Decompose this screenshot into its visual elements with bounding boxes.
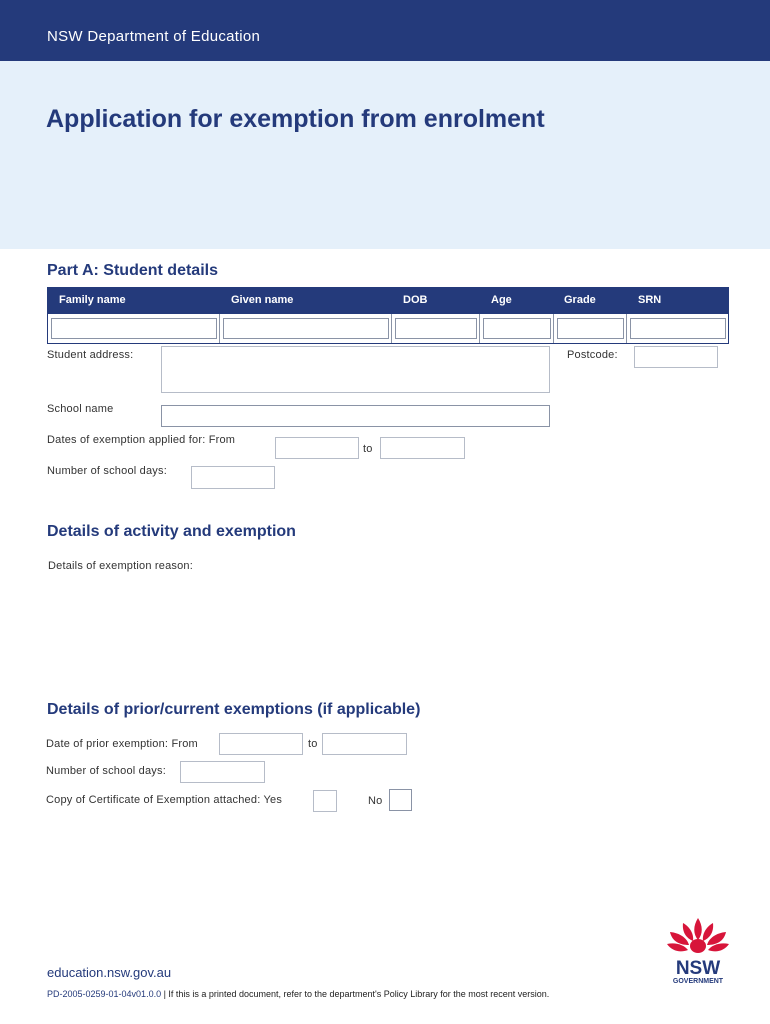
page-title: Application for exemption from enrolment (46, 105, 545, 133)
family-name-field[interactable] (51, 318, 217, 339)
part-a-heading: Part A: Student details (47, 262, 218, 279)
column-divider (479, 314, 480, 343)
logo-nsw-text: NSW (675, 958, 721, 979)
waratah-icon (667, 918, 729, 953)
prior-school-days-label: Number of school days: (46, 765, 166, 777)
student-table-header (47, 287, 729, 314)
dob-field[interactable] (395, 318, 477, 339)
department-name: NSW Department of Education (47, 28, 261, 45)
logo-government-text: GOVERNMENT (672, 978, 724, 985)
top-banner (0, 0, 770, 61)
given-name-field[interactable] (223, 318, 389, 339)
student-address-field[interactable] (161, 346, 550, 393)
grade-field[interactable] (557, 318, 624, 339)
column-divider (553, 314, 554, 343)
certificate-no-label: No (368, 795, 383, 807)
srn-field[interactable] (630, 318, 726, 339)
col-age: Age (491, 294, 512, 306)
postcode-field[interactable] (634, 346, 718, 368)
prior-to-label: to (308, 738, 318, 750)
student-address-label: Student address: (47, 349, 134, 361)
col-given-name: Given name (231, 294, 294, 306)
col-dob: DOB (403, 294, 428, 306)
column-divider (219, 314, 220, 343)
col-grade: Grade (564, 294, 596, 306)
exemption-from-field[interactable] (275, 437, 359, 459)
col-family-name: Family name (59, 294, 126, 306)
prior-to-field[interactable] (322, 733, 407, 755)
document-code: PD-2005-0259-01-04v01.0.0 (47, 989, 162, 999)
title-panel (0, 61, 770, 249)
column-divider (626, 314, 627, 343)
col-srn: SRN (638, 294, 662, 306)
exemption-to-label: to (363, 443, 373, 455)
activity-heading: Details of activity and exemption (47, 523, 296, 540)
school-name-field[interactable] (161, 405, 550, 427)
exemption-dates-label: Dates of exemption applied for: From (47, 434, 236, 446)
exemption-reason-label: Details of exemption reason: (48, 560, 194, 572)
footer-disclaimer: | If this is a printed document, refer to the department's Policy Library for the most recent version. (161, 989, 550, 999)
school-days-label: Number of school days: (47, 465, 167, 477)
exemption-to-field[interactable] (380, 437, 465, 459)
certificate-yes-checkbox[interactable] (313, 790, 337, 812)
school-days-field[interactable] (191, 466, 275, 489)
certificate-label: Copy of Certificate of Exemption attached: Yes (46, 794, 283, 806)
nsw-government-logo (663, 914, 733, 986)
prior-from-field[interactable] (219, 733, 303, 755)
postcode-label: Postcode: (567, 349, 618, 361)
prior-exemptions-heading: Details of prior/current exemptions (if applicable) (47, 701, 421, 718)
footer-note (47, 989, 549, 999)
website-link[interactable]: education.nsw.gov.au (47, 965, 172, 980)
prior-school-days-field[interactable] (180, 761, 265, 783)
prior-date-label: Date of prior exemption: From (46, 738, 198, 750)
school-name-label: School name (47, 403, 114, 415)
column-divider (391, 314, 392, 343)
age-field[interactable] (483, 318, 551, 339)
student-table-row (47, 314, 729, 344)
certificate-no-checkbox[interactable] (389, 789, 412, 811)
